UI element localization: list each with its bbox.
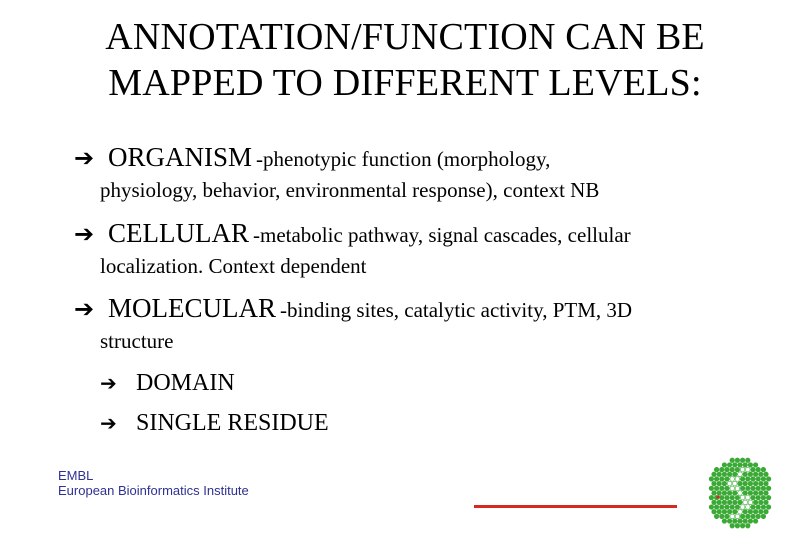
logo-cell: [748, 463, 753, 468]
logo-cell: [756, 514, 761, 519]
bullet-organism: [74, 142, 774, 203]
logo-cell: [709, 477, 714, 482]
logo-cell: [746, 505, 751, 510]
logo-cell: [748, 481, 753, 486]
logo-cell: [756, 477, 761, 482]
logo-cell: [720, 486, 725, 491]
logo-cell: [761, 467, 766, 472]
logo-cell: [733, 481, 738, 486]
logo-cell: [712, 481, 717, 486]
logo-cell: [730, 523, 735, 528]
slide-title: [0, 14, 810, 106]
logo-cell: [727, 500, 732, 505]
logo-cell: [717, 481, 722, 486]
logo-cell: [714, 477, 719, 482]
logo-cell: [761, 514, 766, 519]
logo-cell: [743, 472, 748, 477]
logo-cell: [717, 472, 722, 477]
title-line-2: MAPPED TO DIFFERENT LEVELS:: [108, 62, 702, 104]
logo-cell: [751, 505, 756, 510]
sub-item-single-residue: [100, 408, 329, 438]
logo-cell: [735, 477, 740, 482]
org-full-name: European Bioinformatics Institute: [58, 483, 249, 498]
logo-cell: [720, 477, 725, 482]
logo-cell: [746, 495, 751, 500]
bullet-heading: CELLULAR: [108, 218, 249, 248]
logo-cell: [751, 514, 756, 519]
logo-cell: [730, 486, 735, 491]
logo-cell: [751, 477, 756, 482]
logo-cell: [717, 500, 722, 505]
logo-cell: [751, 495, 756, 500]
logo-cell: [730, 514, 735, 519]
logo-cell: [735, 514, 740, 519]
logo-cell: [738, 463, 743, 468]
arrow-right-icon: ➔: [100, 371, 117, 395]
logo-cell: [740, 514, 745, 519]
logo-cell: [712, 509, 717, 514]
logo-cell: [722, 519, 727, 524]
logo-cell: [764, 509, 769, 514]
logo-cell: [709, 505, 714, 510]
logo-cell: [766, 477, 771, 482]
logo-cell: [738, 519, 743, 524]
logo-cell: [740, 505, 745, 510]
logo-cell: [743, 509, 748, 514]
logo-cell: [748, 491, 753, 496]
logo-cell: [738, 481, 743, 486]
logo-cell: [738, 472, 743, 477]
logo-cell: [740, 486, 745, 491]
logo-cell: [759, 472, 764, 477]
logo-cell: [753, 509, 758, 514]
logo-cell: [759, 509, 764, 514]
embl-footer-text: [58, 468, 249, 498]
logo-cell: [766, 505, 771, 510]
bullet-molecular: [74, 293, 774, 354]
logo-cell: [735, 495, 740, 500]
bullet-description-continued: localization. Context dependent: [100, 254, 367, 278]
logo-cell: [759, 500, 764, 505]
logo-cell: [740, 523, 745, 528]
logo-cell: [761, 477, 766, 482]
logo-cell: [756, 486, 761, 491]
logo-cell: [743, 500, 748, 505]
logo-cell: [746, 486, 751, 491]
logo-cell: [709, 495, 714, 500]
logo-cell: [735, 486, 740, 491]
logo-cell: [725, 467, 730, 472]
logo-cell: [735, 523, 740, 528]
logo-cell: [727, 509, 732, 514]
arrow-right-icon: ➔: [74, 220, 95, 248]
logo-cell: [709, 486, 714, 491]
logo-cell: [740, 495, 745, 500]
logo-cell: [756, 495, 761, 500]
logo-cell: [746, 477, 751, 482]
logo-cell: [712, 491, 717, 496]
logo-cell: [764, 491, 769, 496]
logo-cell: [748, 500, 753, 505]
arrow-right-icon: ➔: [74, 295, 95, 323]
logo-cell: [722, 472, 727, 477]
sub-item-label: DOMAIN: [136, 370, 235, 396]
logo-cell: [730, 467, 735, 472]
logo-cell: [714, 505, 719, 510]
logo-cell: [743, 463, 748, 468]
bullet-description: -binding sites, catalytic activity, PTM, 3D: [280, 298, 633, 322]
bullet-description-continued: physiology, behavior, environmental response), context NB: [100, 178, 600, 202]
logo-cell: [722, 509, 727, 514]
logo-cell: [733, 500, 738, 505]
logo-cell: [727, 491, 732, 496]
ebi-hexagon-logo-icon: [704, 453, 776, 533]
logo-cell: [722, 481, 727, 486]
logo-cell: [714, 467, 719, 472]
bullet-description-continued: structure: [100, 329, 174, 353]
logo-cell: [748, 509, 753, 514]
logo-cell: [733, 463, 738, 468]
logo-cell: [725, 495, 730, 500]
footer-divider: [474, 505, 677, 508]
bullet-heading: ORGANISM: [108, 142, 253, 172]
logo-cell: [761, 495, 766, 500]
logo-cell: [714, 514, 719, 519]
logo-cell: [730, 495, 735, 500]
logo-cell: [753, 472, 758, 477]
logo-cell: [740, 458, 745, 463]
logo-cell: [720, 495, 725, 500]
logo-cell: [727, 472, 732, 477]
logo-cell: [727, 519, 732, 524]
logo-cell: [725, 514, 730, 519]
logo-cell: [720, 505, 725, 510]
bullet-description: -metabolic pathway, signal cascades, cellular: [253, 223, 631, 247]
logo-cell: [722, 500, 727, 505]
logo-cell: [751, 486, 756, 491]
logo-cell: [753, 491, 758, 496]
logo-cell: [722, 491, 727, 496]
logo-cell: [735, 505, 740, 510]
logo-cell: [733, 472, 738, 477]
logo-cell: [730, 458, 735, 463]
logo-cell: [764, 500, 769, 505]
logo-cell: [748, 519, 753, 524]
logo-cell: [722, 463, 727, 468]
logo-cell: [730, 477, 735, 482]
arrow-right-icon: ➔: [74, 144, 95, 172]
logo-cell: [735, 467, 740, 472]
logo-accent-dot: [716, 495, 719, 498]
logo-cell: [725, 486, 730, 491]
logo-cell: [746, 467, 751, 472]
logo-cell: [738, 500, 743, 505]
logo-cell: [743, 491, 748, 496]
logo-cell: [712, 500, 717, 505]
logo-cell: [727, 481, 732, 486]
logo-cell: [748, 472, 753, 477]
sub-item-domain: [100, 368, 235, 398]
logo-cell: [720, 467, 725, 472]
bullet-heading: MOLECULAR: [108, 293, 276, 323]
sub-item-label: SINGLE RESIDUE: [136, 410, 329, 436]
logo-cell: [738, 509, 743, 514]
logo-cell: [766, 495, 771, 500]
logo-cell: [733, 509, 738, 514]
logo-cell: [756, 467, 761, 472]
logo-cell: [727, 463, 732, 468]
logo-cell: [712, 472, 717, 477]
logo-cell: [759, 481, 764, 486]
logo-cell: [753, 500, 758, 505]
logo-cell: [746, 514, 751, 519]
bullet-description: -phenotypic function (morphology,: [256, 147, 551, 171]
bullet-cellular: [74, 218, 774, 279]
logo-cell: [751, 467, 756, 472]
logo-cell: [714, 486, 719, 491]
logo-cell: [764, 481, 769, 486]
logo-cell: [733, 491, 738, 496]
logo-cell: [730, 505, 735, 510]
org-short-name: EMBL: [58, 468, 94, 483]
logo-cell: [761, 486, 766, 491]
logo-cell: [740, 467, 745, 472]
logo-cell: [740, 477, 745, 482]
logo-cell: [738, 491, 743, 496]
logo-cell: [753, 481, 758, 486]
arrow-right-icon: ➔: [100, 411, 117, 435]
logo-cell: [733, 519, 738, 524]
logo-cell: [725, 505, 730, 510]
logo-cell: [735, 458, 740, 463]
logo-cell: [753, 519, 758, 524]
logo-cell: [743, 481, 748, 486]
logo-cell: [761, 505, 766, 510]
logo-cell: [746, 523, 751, 528]
logo-cell: [717, 509, 722, 514]
logo-cell: [764, 472, 769, 477]
logo-cell: [756, 505, 761, 510]
logo-cell: [746, 458, 751, 463]
logo-cell: [743, 519, 748, 524]
logo-cell: [766, 486, 771, 491]
logo-cell: [753, 463, 758, 468]
logo-cell: [759, 491, 764, 496]
logo-cell: [720, 514, 725, 519]
title-line-1: ANNOTATION/FUNCTION CAN BE: [105, 16, 705, 58]
logo-cell: [725, 477, 730, 482]
logo-cell: [717, 491, 722, 496]
